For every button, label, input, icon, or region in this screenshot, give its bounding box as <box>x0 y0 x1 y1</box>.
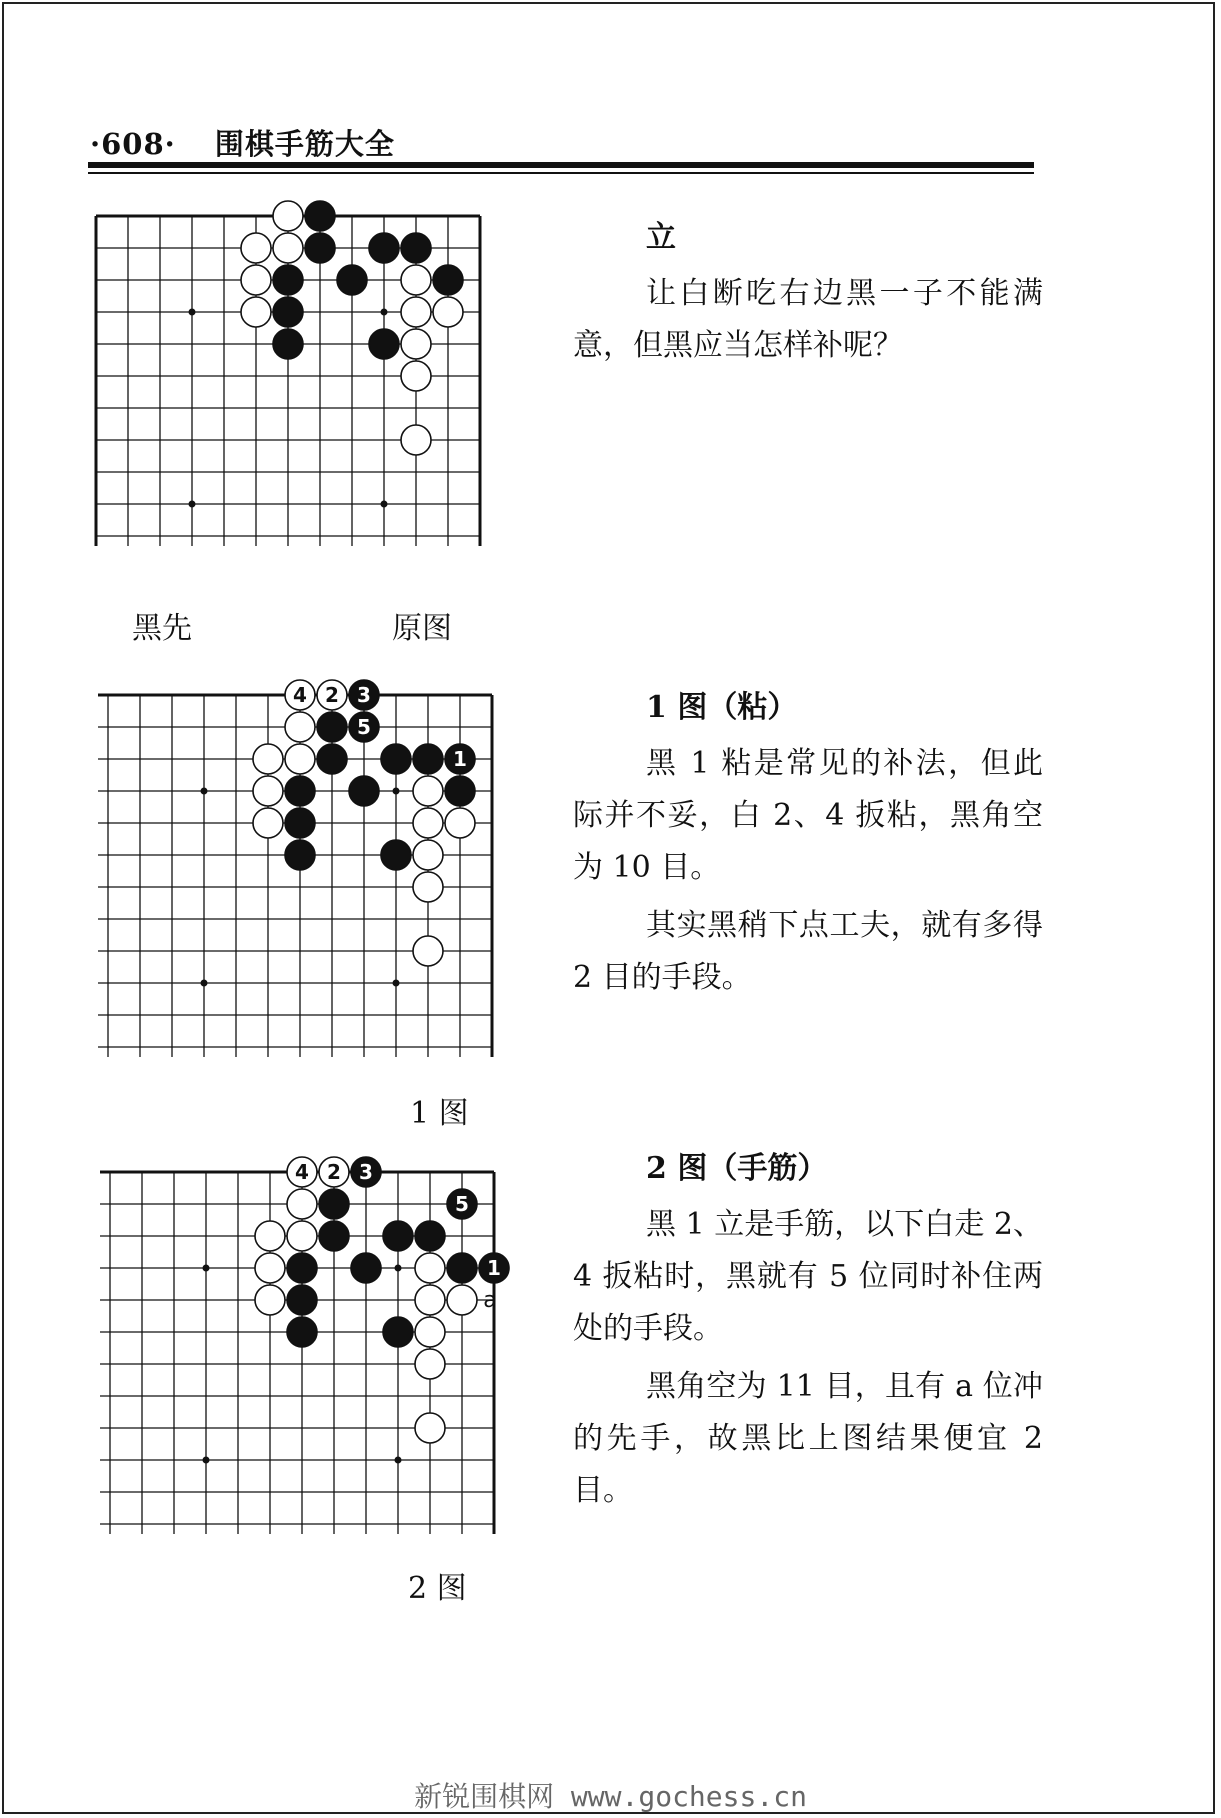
stone-move-number: 4 <box>293 683 307 707</box>
star-point <box>393 980 400 987</box>
black-stone <box>273 329 303 359</box>
white-stone <box>413 936 443 966</box>
black-stone <box>317 744 347 774</box>
black-stone <box>287 1285 317 1315</box>
white-stone <box>241 297 271 327</box>
star-point <box>189 501 196 508</box>
white-stone <box>415 1413 445 1443</box>
black-stone <box>351 1253 381 1283</box>
black-stone <box>319 1221 349 1251</box>
section-2-title: 2 图（手筋） <box>646 1151 828 1186</box>
white-stone <box>253 776 283 806</box>
caption-original-diagram: 原图 <box>392 611 452 646</box>
section-1-text <box>573 682 1043 1010</box>
star-point <box>201 980 208 987</box>
caption-diagram-1: 1 图 <box>410 1096 469 1131</box>
white-stone <box>413 840 443 870</box>
black-stone <box>349 776 379 806</box>
white-stone <box>447 1285 477 1315</box>
white-stone <box>401 329 431 359</box>
black-stone <box>287 1253 317 1283</box>
black-stone <box>285 776 315 806</box>
section-1-paragraph-2: 其实黑稍下点工夫，就有多得 2 目的手段。 <box>573 908 1043 995</box>
white-stone <box>285 712 315 742</box>
black-stone <box>369 329 399 359</box>
section-2-text <box>573 1143 1043 1523</box>
page-number: ·608· <box>90 127 176 161</box>
star-point <box>201 788 208 795</box>
black-stone <box>445 776 475 806</box>
white-stone <box>445 808 475 838</box>
black-stone <box>381 744 411 774</box>
black-stone <box>273 265 303 295</box>
stone-move-number: 5 <box>357 715 371 739</box>
black-stone <box>287 1317 317 1347</box>
white-stone <box>413 776 443 806</box>
star-point <box>189 309 196 316</box>
black-stone <box>369 233 399 263</box>
star-point <box>203 1265 210 1272</box>
black-stone <box>447 1253 477 1283</box>
stone-move-number: 4 <box>295 1160 309 1184</box>
stone-move-number: 1 <box>487 1256 501 1280</box>
star-point <box>203 1457 210 1464</box>
black-stone <box>381 840 411 870</box>
black-stone <box>305 201 335 231</box>
white-stone <box>401 425 431 455</box>
white-stone <box>241 265 271 295</box>
stone-move-number: 1 <box>453 747 467 771</box>
white-stone <box>415 1253 445 1283</box>
white-stone <box>415 1285 445 1315</box>
black-stone <box>383 1317 413 1347</box>
section-1-paragraph-1: 黑 1 粘是常见的补法，但此际并不妥，白 2、4 扳粘，黑角空为 10 目。 <box>573 746 1043 885</box>
section-2-paragraph-2: 黑角空为 11 目，且有 a 位冲的先手，故黑比上图结果便宜 2 目。 <box>573 1369 1043 1508</box>
star-point <box>381 309 388 316</box>
white-stone <box>253 744 283 774</box>
white-stone <box>287 1221 317 1251</box>
black-stone <box>305 233 335 263</box>
stone-move-number: 2 <box>327 1160 341 1184</box>
board-diagram-2 <box>102 1160 522 1540</box>
section-original-title: 立 <box>646 220 676 255</box>
black-stone <box>337 265 367 295</box>
white-stone <box>287 1189 317 1219</box>
white-stone <box>401 361 431 391</box>
page-header <box>90 122 395 163</box>
header-rule-thin <box>88 172 1034 174</box>
white-stone <box>255 1285 285 1315</box>
stone-move-number: 2 <box>325 683 339 707</box>
white-stone <box>401 265 431 295</box>
black-stone <box>317 712 347 742</box>
footer-watermark: 新锐围棋网 www.gochess.cn <box>414 1780 807 1813</box>
white-stone <box>241 233 271 263</box>
section-original-text <box>573 212 1043 378</box>
white-stone <box>401 297 431 327</box>
white-stone <box>255 1221 285 1251</box>
black-stone <box>415 1221 445 1251</box>
board-original <box>96 216 498 582</box>
section-2-paragraph-1: 黑 1 立是手筋，以下白走 2、4 扳粘时，黑就有 5 位同时补住两处的手段。 <box>573 1207 1043 1346</box>
white-stone <box>273 233 303 263</box>
star-point <box>395 1457 402 1464</box>
caption-diagram-2: 2 图 <box>408 1571 467 1606</box>
white-stone <box>255 1253 285 1283</box>
white-stone <box>415 1317 445 1347</box>
stone-move-number: 3 <box>359 1160 373 1184</box>
black-stone <box>319 1189 349 1219</box>
header-rule-thick <box>88 162 1034 168</box>
black-stone <box>273 297 303 327</box>
star-point <box>395 1265 402 1272</box>
black-stone <box>285 840 315 870</box>
star-point <box>381 501 388 508</box>
white-stone <box>273 201 303 231</box>
star-point <box>393 788 400 795</box>
black-stone <box>383 1221 413 1251</box>
stone-move-number: 3 <box>357 683 371 707</box>
black-stone <box>433 265 463 295</box>
white-stone <box>413 872 443 902</box>
section-1-title: 1 图（粘） <box>646 690 798 725</box>
book-title: 围棋手筋大全 <box>214 127 395 161</box>
black-stone <box>285 808 315 838</box>
white-stone <box>285 744 315 774</box>
white-stone <box>253 808 283 838</box>
section-original-paragraph: 让白断吃右边黑一子不能满意，但黑应当怎样补呢？ <box>573 276 1043 363</box>
board-point-letter: a <box>483 1288 497 1313</box>
black-stone <box>413 744 443 774</box>
black-stone <box>401 233 431 263</box>
caption-black-first: 黑先 <box>132 611 192 646</box>
white-stone <box>413 808 443 838</box>
stone-move-number: 5 <box>455 1192 469 1216</box>
board-diagram-1 <box>96 685 506 1055</box>
white-stone <box>415 1349 445 1379</box>
white-stone <box>433 297 463 327</box>
